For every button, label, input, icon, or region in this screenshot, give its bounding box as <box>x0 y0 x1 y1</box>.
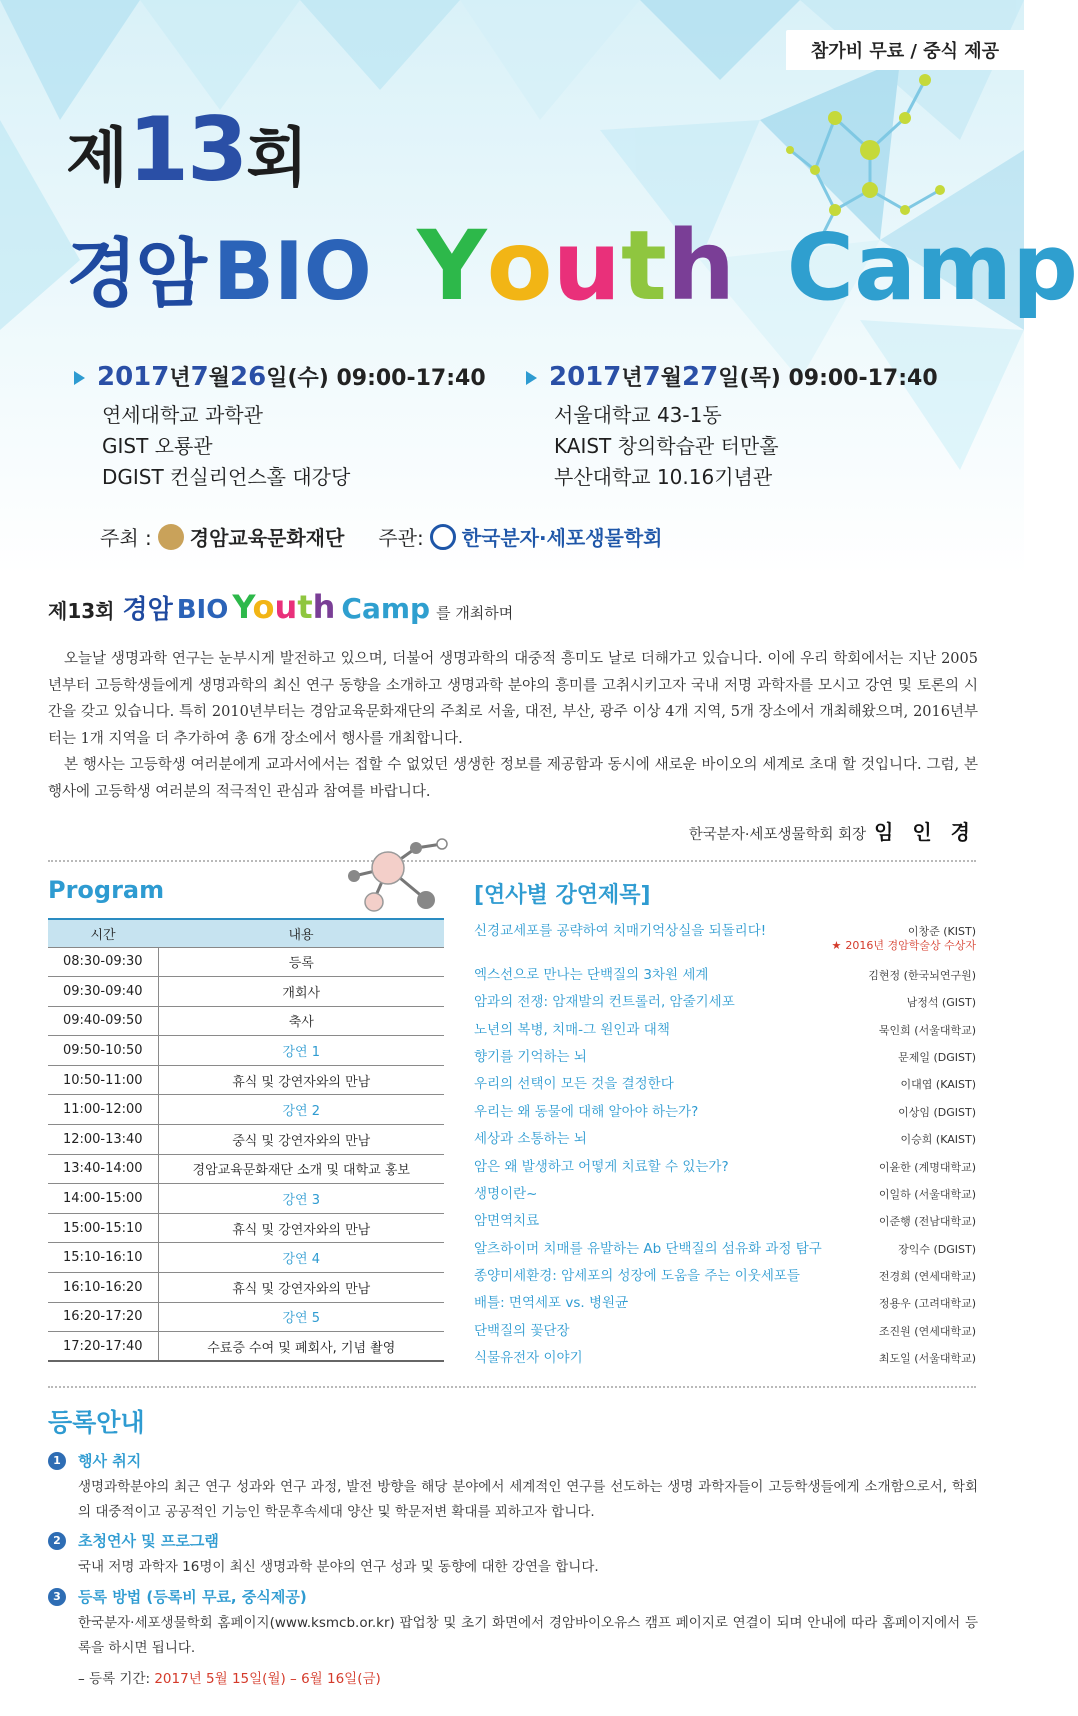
reg-heading <box>48 1530 978 1551</box>
speaker-name: 이대엽 (KAIST) <box>900 1078 976 1092</box>
speaker-name: 이윤한 (계명대학교) <box>878 1160 976 1174</box>
divider <box>48 860 976 862</box>
speaker-name: 이일하 (서울대학교) <box>878 1187 976 1201</box>
date-year-unit: 년 <box>169 366 191 391</box>
registration-item-method <box>48 1586 978 1687</box>
lecture-title: 식물유전자 이야기 <box>474 1350 583 1367</box>
table-row <box>48 1154 444 1184</box>
registration-period <box>48 1667 978 1687</box>
date-year-unit: 년 <box>621 366 643 391</box>
date-month-unit: 월 <box>208 366 230 391</box>
arrow-icon <box>74 371 85 385</box>
list-item <box>474 1092 976 1119</box>
date-rest: 일(수) 09:00-17:40 <box>266 366 486 391</box>
intro-heading <box>48 588 513 626</box>
lecture-title: 암과의 전쟁: 암재발의 컨트롤러, 암줄기세포 <box>474 994 735 1011</box>
camp-title-youth <box>384 210 769 322</box>
star-icon: ★ <box>831 939 842 953</box>
intro-body <box>48 646 978 805</box>
speaker-name: 남정석 (GIST) <box>906 996 976 1010</box>
row-time: 17:20-17:40 <box>48 1332 158 1362</box>
row-content: 강연 2 <box>158 1095 444 1125</box>
speaker-name: 이준행 (전남대학교) <box>878 1215 976 1229</box>
schedule-date <box>526 362 938 394</box>
signature <box>689 816 976 845</box>
date-month-unit: 월 <box>660 366 682 391</box>
lecture-title: 노년의 복병, 치매-그 원인과 대책 <box>474 1021 670 1038</box>
list-item <box>474 912 976 939</box>
hosts-line <box>100 522 663 551</box>
lecture-title: 암은 왜 발생하고 어떻게 치료할 수 있는가? <box>474 1158 729 1175</box>
speaker-name: 문제일 (DGIST) <box>898 1050 976 1064</box>
society-logo-icon <box>430 524 456 550</box>
registration-title: 등록안내 <box>48 1408 145 1437</box>
lecture-title: 세상과 소통하는 뇌 <box>474 1131 587 1148</box>
table-row <box>48 1065 444 1095</box>
lecture-title: 우리는 왜 동물에 대해 알아야 하는가? <box>474 1103 699 1120</box>
signature-name: 임 인 경 <box>874 820 976 844</box>
organizer-name: 한국분자·세포생물학회 <box>461 526 663 550</box>
program-table <box>48 918 444 1362</box>
intro-suffix: 를 개최하며 <box>436 604 514 622</box>
row-time: 10:50-11:00 <box>48 1065 158 1095</box>
table-row <box>48 1302 444 1332</box>
list-item <box>474 1202 976 1229</box>
list-item <box>474 1065 976 1092</box>
lecture-title: 신경교세포를 공략하여 치매기억상실을 되돌리다! <box>474 923 767 940</box>
foundation-logo-icon <box>158 524 184 550</box>
table-row <box>48 1243 444 1273</box>
row-time: 16:10-16:20 <box>48 1273 158 1303</box>
row-time: 09:50-10:50 <box>48 1036 158 1066</box>
schedule-day-1 <box>74 362 486 493</box>
row-content: 강연 3 <box>158 1184 444 1214</box>
row-time: 11:00-12:00 <box>48 1095 158 1125</box>
lecture-title: 알츠하이머 치매를 유발하는 Ab 단백질의 섬유화 과정 탐구 <box>474 1240 822 1257</box>
youth-letter-y: Y <box>417 210 487 322</box>
speaker-name: 이승희 (KAIST) <box>900 1133 976 1147</box>
registration-item-speakers <box>48 1530 978 1580</box>
date-day: 27 <box>682 362 719 392</box>
period-label: – 등록 기간: <box>78 1671 155 1687</box>
number-badge: 1 <box>48 1452 66 1470</box>
camp-title <box>66 210 1078 322</box>
list-item <box>474 955 976 982</box>
list-item <box>474 983 976 1010</box>
col-content: 내용 <box>158 919 444 947</box>
intro-paragraph: 본 행사는 고등학생 여러분에게 교과서에서는 접할 수 없었던 생생한 정보를 제공함과 동시에 새로운 바이오의 세계로 초대 할 것입니다. 그럼, 본 행사에 고등학생 여러분의 적극적인 관심과 참여를 바랍니다. <box>48 757 978 800</box>
row-content: 중식 및 강연자와의 만남 <box>158 1125 444 1155</box>
row-time: 13:40-14:00 <box>48 1154 158 1184</box>
speaker-name: 조진원 (연세대학교) <box>878 1324 976 1338</box>
row-content: 강연 4 <box>158 1243 444 1273</box>
table-row <box>48 977 444 1007</box>
lecture-title: 엑스선으로 만나는 단백질의 3차원 세계 <box>474 966 709 983</box>
reg-heading-text: 초청연사 및 프로그램 <box>78 1532 219 1550</box>
list-item <box>474 1010 976 1037</box>
host-label: 주최 : <box>100 526 152 550</box>
row-content: 휴식 및 강연자와의 만남 <box>158 1213 444 1243</box>
table-header <box>48 919 444 947</box>
venue: 연세대학교 과학관 <box>102 403 263 427</box>
row-time: 12:00-13:40 <box>48 1125 158 1155</box>
reg-heading-text: 행사 취지 <box>78 1452 142 1470</box>
venue: 서울대학교 43-1동 <box>554 403 722 427</box>
lecture-title: 배틀: 면역세포 vs. 병원균 <box>474 1295 629 1312</box>
list-item <box>474 1284 976 1311</box>
list-item <box>474 1229 976 1256</box>
camp-title-bio: BIO <box>212 225 372 318</box>
date-month: 7 <box>190 362 209 392</box>
reg-heading-text: 등록 방법 (등록비 무료, 중식제공) <box>78 1588 307 1606</box>
speaker-name: 정용우 (고려대학교) <box>878 1297 976 1311</box>
hero-banner <box>0 0 1078 575</box>
speakers-title: [연사별 강연제목] <box>474 883 651 908</box>
organizer-label: 주관: <box>378 526 424 550</box>
lecture-title: 종양미세환경: 암세포의 성장에 도움을 주는 이웃세포들 <box>474 1268 800 1285</box>
row-time: 09:40-09:50 <box>48 1006 158 1036</box>
table-row <box>48 1036 444 1066</box>
lecture-title: 암면역치료 <box>474 1213 540 1230</box>
speaker-name: 전경희 (연세대학교) <box>878 1270 976 1284</box>
col-time: 시간 <box>48 919 158 947</box>
row-content: 등록 <box>158 947 444 977</box>
table-row <box>48 1006 444 1036</box>
speaker-name: 김현정 (한국뇌연구원) <box>868 968 976 982</box>
reg-heading <box>48 1450 978 1471</box>
row-content: 축사 <box>158 1006 444 1036</box>
edition-title <box>66 98 308 201</box>
venue: DGIST 컨실리언스홀 대강당 <box>102 465 351 489</box>
camp-title-ko: 경암 <box>66 231 205 317</box>
youth-letter-h: h <box>666 210 736 322</box>
youth-letter-u: u <box>552 210 621 322</box>
speaker-name: 이창준 (KIST) <box>907 925 976 939</box>
row-time: 09:30-09:40 <box>48 977 158 1007</box>
reg-body: 생명과학분야의 최근 연구 성과와 연구 과정, 발전 방향을 해당 분야에서 세계적인 연구를 선도하는 생명 과학자들이 고등학생들에게 소개함으로서, 학회의 대중적이고 공공적인 기능인 학문후속세대 양산 및 학문저변 확대를 꾀하고자 합니다. <box>78 1479 978 1520</box>
speaker-name: 최도일 (서울대학교) <box>878 1352 976 1366</box>
number-badge: 3 <box>48 1588 66 1606</box>
award-note <box>474 937 976 955</box>
speaker-name: 묵인희 (서울대학교) <box>878 1023 976 1037</box>
edition-number: 13 <box>127 98 247 201</box>
row-content: 휴식 및 강연자와의 만남 <box>158 1065 444 1095</box>
lecture-title: 향기를 기억하는 뇌 <box>474 1048 587 1065</box>
row-time: 14:00-15:00 <box>48 1184 158 1214</box>
row-content: 강연 5 <box>158 1302 444 1332</box>
venue: 부산대학교 10.16기념관 <box>554 465 773 489</box>
intro-title-camp: Camp <box>341 592 431 625</box>
speaker-name: 이상임 (DGIST) <box>898 1105 976 1119</box>
speaker-name: 장익수 (DGIST) <box>898 1242 976 1256</box>
table-row <box>48 1125 444 1155</box>
row-content: 개회사 <box>158 977 444 1007</box>
venue: GIST 오룡관 <box>102 434 213 458</box>
lecture-title: 우리의 선택이 모든 것을 결정한다 <box>474 1076 674 1093</box>
table-row <box>48 1332 444 1362</box>
venue: KAIST 창의학습관 터만홀 <box>554 434 779 458</box>
camp-title-camp: Camp <box>786 214 1078 321</box>
row-content: 경암교육문화재단 소개 및 대학교 홍보 <box>158 1154 444 1184</box>
table-row <box>48 1184 444 1214</box>
divider <box>48 1386 976 1388</box>
program-title: Program <box>48 876 165 904</box>
row-time: 16:20-17:20 <box>48 1302 158 1332</box>
signature-role: 한국분자·세포생물학회 회장 <box>688 827 867 843</box>
list-item <box>474 1120 976 1147</box>
speaker-list <box>474 912 976 1366</box>
list-item <box>474 1147 976 1174</box>
list-item <box>474 1339 976 1366</box>
edition-prefix: 제 <box>66 122 128 196</box>
schedule-date <box>74 362 486 394</box>
fee-badge: 참가비 무료 / 중식 제공 <box>786 30 1024 70</box>
registration-item-purpose <box>48 1450 978 1525</box>
intro-paragraph: 오늘날 생명과학 연구는 눈부시게 발전하고 있으며, 더불어 생명과학의 대중적 흥미도 날로 더해가고 있습니다. 이에 우리 학회에서는 지난 2005년부터 고등학생들에게 생명과학의 최신 연구 동향을 소개하고 생명과학 분야의 흥미를 고취시키고자 국내 저명 과학자를 모시고 강연 및 토론의 시간을 갖고 있습니다. 특히 2010년부터는 경암교육문화재단의 주최로 서울, 대전, 부산, 광주 이상 4개 지역, 5개 장소에서 개최해왔으며, 2016년부터는 1개 지역을 더 추가하여 총 6개 장소에서 행사를 개최합니다. <box>48 651 978 747</box>
row-content: 강연 1 <box>158 1036 444 1066</box>
date-rest: 일(목) 09:00-17:40 <box>718 366 938 391</box>
molecule-icon <box>348 838 458 918</box>
youth-letter-t: t <box>620 210 667 322</box>
lecture-title: 생명이란~ <box>474 1185 538 1202</box>
edition-suffix: 회 <box>246 122 309 196</box>
award-text: 2016년 경암학술상 수상자 <box>845 939 976 953</box>
table-row <box>48 947 444 977</box>
number-badge: 2 <box>48 1532 66 1550</box>
intro-title-ko: 경암 <box>122 595 173 625</box>
schedule-day-2 <box>526 362 938 493</box>
row-time: 15:00-15:10 <box>48 1213 158 1243</box>
reg-body: 국내 저명 과학자 16명이 최신 생명과학 분야의 연구 성과 및 동향에 대한 강연을 합니다. <box>78 1559 599 1575</box>
row-content: 수료증 수여 및 폐회사, 기념 촬영 <box>158 1332 444 1362</box>
intro-title-bio: BIO <box>176 595 229 625</box>
row-time: 15:10-16:10 <box>48 1243 158 1273</box>
intro-prefix: 제13회 <box>48 599 115 623</box>
date-year: 2017 <box>97 362 170 392</box>
reg-body: 한국분자·세포생물학회 홈페이지(www.ksmcb.or.kr) 팝업창 및 초기 화면에서 경암바이오유스 캠프 페이지로 연결이 되며 안내에 따라 홈페이지에서 등록을 하시면 됩니다. <box>78 1615 978 1656</box>
intro-title-youth: Youth <box>232 588 336 626</box>
lecture-title: 단백질의 꽃단장 <box>474 1322 570 1339</box>
list-item <box>474 1038 976 1065</box>
youth-letter-o: o <box>486 210 553 322</box>
date-month: 7 <box>642 362 661 392</box>
list-item <box>474 1311 976 1338</box>
table-row <box>48 1095 444 1125</box>
table-row <box>48 1213 444 1243</box>
list-item <box>474 1257 976 1284</box>
period-value: 2017년 5월 15일(월) – 6월 16일(금) <box>154 1671 381 1687</box>
date-day: 26 <box>230 362 267 392</box>
row-time: 08:30-09:30 <box>48 947 158 977</box>
reg-heading <box>48 1586 978 1607</box>
table-row <box>48 1273 444 1303</box>
row-content: 휴식 및 강연자와의 만남 <box>158 1273 444 1303</box>
host-name: 경암교육문화재단 <box>189 526 345 550</box>
date-year: 2017 <box>549 362 622 392</box>
arrow-icon <box>526 371 537 385</box>
list-item <box>474 1175 976 1202</box>
